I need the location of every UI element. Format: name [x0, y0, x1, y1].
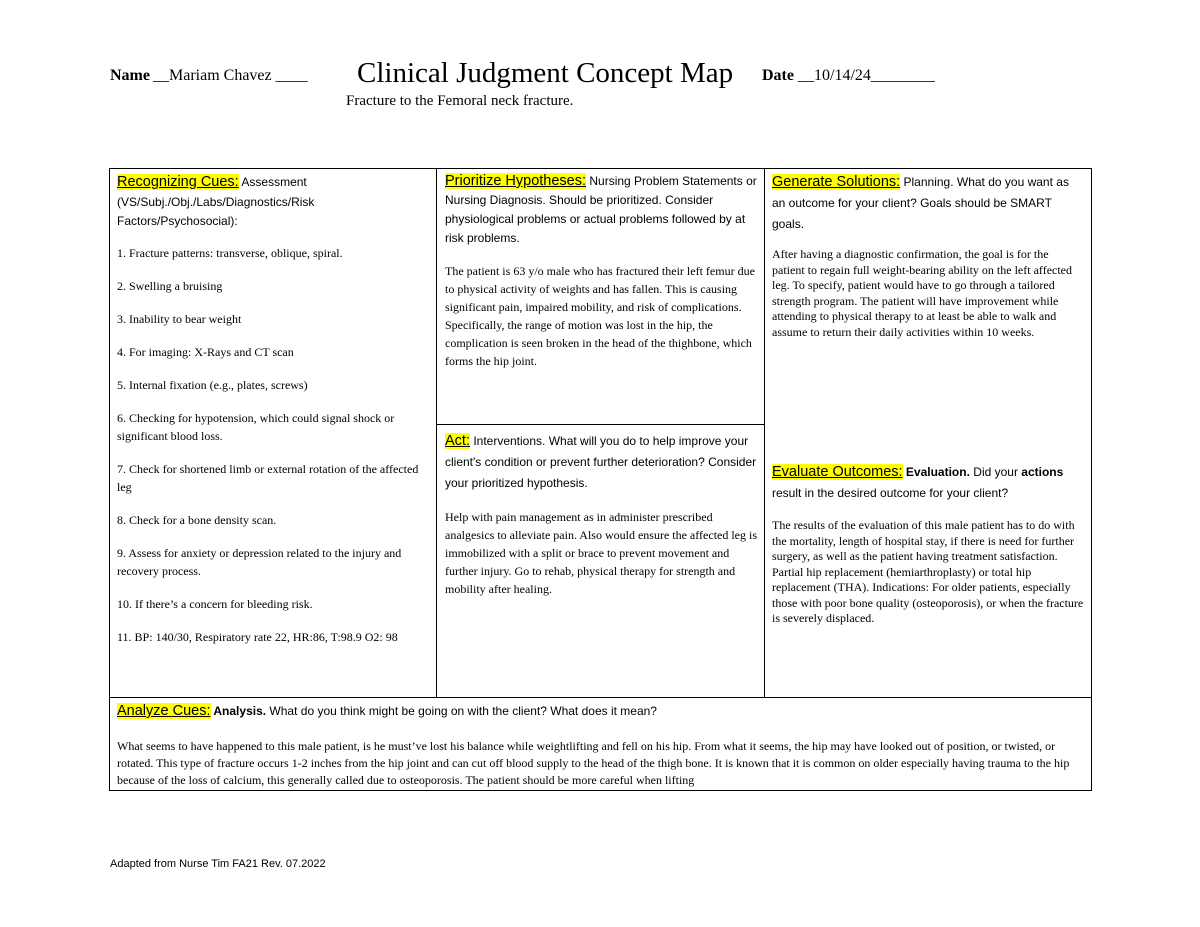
prioritize-hypotheses-heading: Prioritize Hypotheses: — [445, 173, 587, 189]
table-divider-mid — [436, 424, 764, 425]
prioritize-body: The patient is 63 y/o male who has fractured their left femur due to physical activity of weights and has fallen. This is causing significant pain, impaired mobility, and risk of complications. Specifically, the range of motion was lost in the hip, the complication is seen broken in the head of the thighbone, which forms the hip joint. — [445, 264, 755, 368]
generate-solutions-cell — [772, 172, 1084, 340]
analyze-subheading: Analysis. — [210, 704, 267, 718]
evaluate-description-2: result in the desired outcome for your client? — [772, 486, 1009, 500]
prioritize-description: . Should be prioritized. Consider physiological problems or actual problems followed by at risk problems. — [445, 193, 746, 245]
act-cell — [445, 431, 757, 598]
page-title: Clinical Judgment Concept Map — [357, 57, 734, 89]
analyze-description: What do you think might be going on with the client? What does it mean? — [266, 704, 657, 718]
evaluate-description-bold: actions — [1021, 465, 1064, 479]
list-item: 7. Check for shortened limb or external rotation of the affected leg — [117, 462, 419, 494]
footer-note: Adapted from Nurse Tim FA21 Rev. 07.2022 — [110, 858, 326, 870]
list-item: 3. Inability to bear weight — [117, 312, 242, 326]
generate-solutions-heading: Generate Solutions: — [772, 174, 901, 190]
act-description: . What will you do to help improve your client's condition or prevent further deterioration? Consider your prioritized hypothesis. — [445, 434, 757, 490]
evaluate-outcomes-heading: Evaluate Outcomes: — [772, 464, 903, 480]
student-name: __Mariam Chavez ____ — [153, 67, 308, 84]
date-value: __10/14/24________ — [798, 67, 935, 84]
table-border-top — [109, 168, 1092, 169]
analyze-cues-cell — [117, 701, 1085, 789]
act-body: Help with pain management as in administer prescribed analgesics to alleviate pain. Also would ensure the affected leg is immobilized with a split or brace to prevent movement and further injury. Go to rehab, physical therapy for strength and mobility after healing. — [445, 510, 758, 596]
prioritize-subheading-2: Nursing Diagnosis — [445, 193, 543, 207]
table-divider-bottom-row — [109, 697, 1092, 698]
recognizing-cues-subheading: Assessment — [238, 175, 307, 189]
prioritize-hypotheses-cell — [445, 172, 757, 370]
list-item: 6. Checking for hypotension, which could signal shock or significant blood loss. — [117, 411, 395, 443]
list-item: 1. Fracture patterns: transverse, oblique, spiral. — [117, 246, 343, 260]
list-item: 4. For imaging: X-Rays and CT scan — [117, 345, 294, 359]
table-divider-col2 — [764, 168, 765, 697]
date-label: Date — [762, 67, 794, 84]
list-item: 9. Assess for anxiety or depression related to the injury and recovery process. — [117, 546, 402, 578]
list-item: 5. Internal fixation (e.g., plates, screws) — [117, 378, 308, 392]
prioritize-subheading-1: Nursing Problem Statements — [586, 174, 743, 188]
evaluate-description-1: Did your — [969, 465, 1022, 479]
list-item: 2. Swelling a bruising — [117, 279, 223, 293]
act-heading: Act: — [445, 433, 470, 449]
evaluate-body: The results of the evaluation of this male patient has to do with the mortality, length of hospital stay, if there is need for further surgery, as well as the patient having treatment satisfaction. Partial hip replacement (hemiarthroplasty) or total hip replacement (THA). Indications: For older patients, especially those with poor bone quality (osteoporosis), or when the fracture is severely displaced. — [772, 518, 1084, 625]
list-item: 8. Check for a bone density scan. — [117, 513, 277, 527]
table-border-bottom — [109, 790, 1092, 791]
generate-subheading: Planning — [900, 175, 951, 189]
page-subtitle: Fracture to the Femoral neck fracture. — [346, 93, 574, 109]
evaluate-outcomes-cell — [772, 462, 1084, 627]
list-item: 10. If there’s a concern for bleeding risk. — [117, 597, 313, 611]
generate-description: . What do you want as an outcome for your client? Goals should be SMART goals. — [772, 175, 1069, 231]
list-item: 11. BP: 140/30, Respiratory rate 22, HR:86, T:98.9 O2: 98 — [117, 630, 398, 644]
recognizing-cues-heading: Recognizing Cues: — [117, 174, 239, 190]
act-subheading: Interventions — [469, 434, 543, 448]
analyze-body: What seems to have happened to this male patient, is he must’ve lost his balance while weightlifting and fell on his hip. From what it seems, the hip may have looked out of position, or twisted, or rotated. This type of fracture occurs 1-2 inches from the hip joint and can cut off blood supply to the head of the thigh bone. It is known that it is common on older especially having trauma to the hip because of the loss of calcium, this generally called due to osteoporosis. The patient should be more careful when lifting — [117, 739, 1070, 787]
evaluate-subheading: Evaluation. — [902, 465, 970, 479]
recognizing-cues-description: (VS/Subj./Obj./Labs/Diagnostics/Risk Factors/Psychosocial): — [117, 195, 315, 228]
recognizing-cues-cell — [117, 172, 429, 646]
name-label: Name — [110, 67, 150, 84]
generate-body: After having a diagnostic confirmation, the goal is for the patient to regain full weight-bearing ability on the left affected leg. To specify, patient would have to go through a tailored strength program. The patient will have improvement while attending to physical therapy to at least be able to walk and assume to return their daily activities within 10 weeks. — [772, 247, 1072, 339]
analyze-cues-heading: Analyze Cues: — [117, 703, 211, 719]
table-divider-col1 — [436, 168, 437, 697]
prioritize-or: or — [742, 174, 757, 188]
